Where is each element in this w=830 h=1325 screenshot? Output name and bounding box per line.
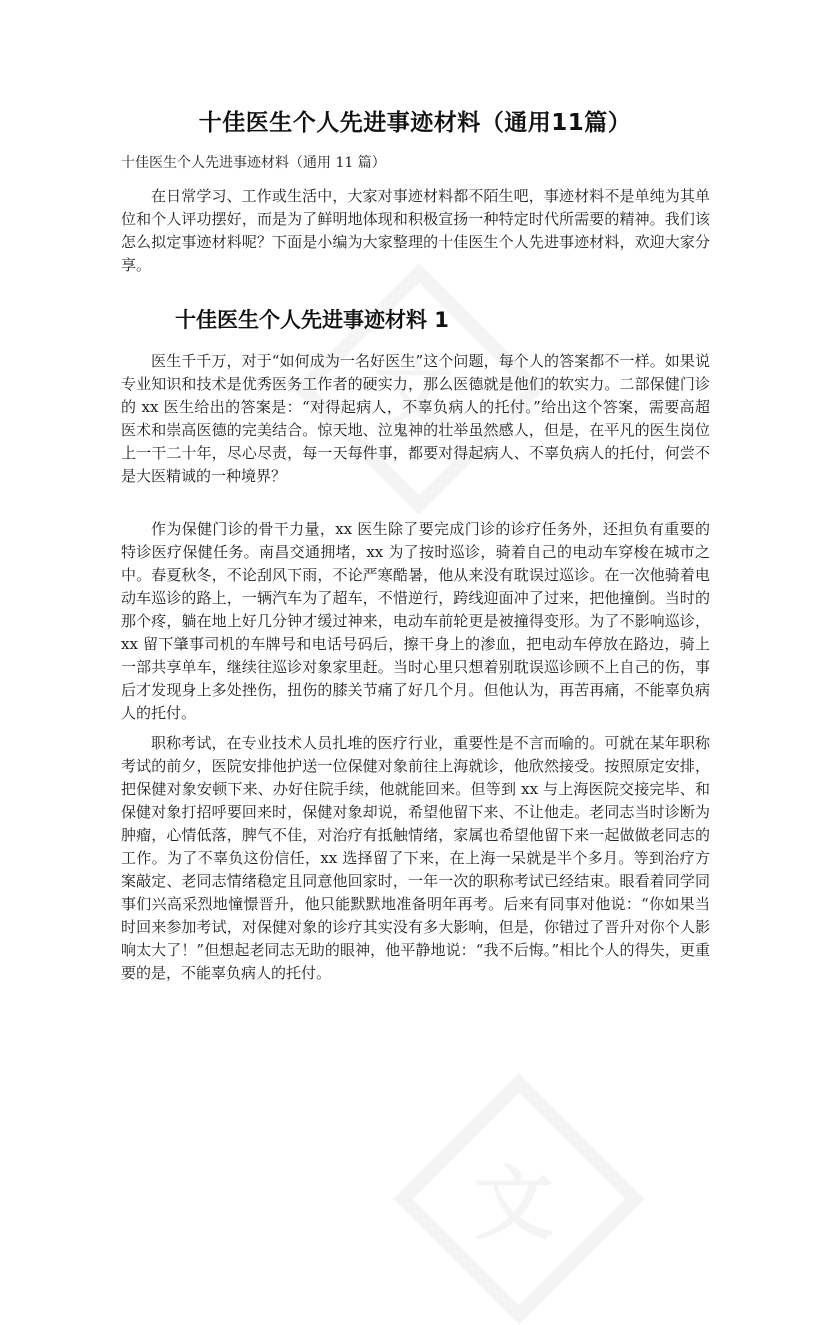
document-title: 十佳医生个人先进事迹材料（通用11篇） (198, 110, 632, 136)
document-subtitle: 十佳医生个人先进事迹材料（通用 11 篇） (121, 155, 386, 171)
watermark-logo-icon (393, 1073, 645, 1325)
body-paragraph: 医生千千万，对于“如何成为一名好医生”这个问题，每个人的答案都不一样。如果说专业知识和技术是优秀医务工作者的硬实力，那么医德就是他们的软实力。二部保健门诊的 xx 医生给出的答案是：“对得起病人，不辜负病人的托付。”给出这个答案，需要高超医术和崇高医德的完美结合。惊天地、泣鬼神的壮举虽然感人，但是，在平凡的医生岗位上一干二十年，尽心尽责，每一天每件事，都要对得起病人、不辜负病人的托付，何尝不是大医精诚的一种境界？ (121, 352, 710, 485)
body-paragraph: 职称考试，在专业技术人员扎堆的医疗行业，重要性是不言而喻的。可就在某年职称考试的前夕，医院安排他护送一位保健对象前往上海就诊，他欣然接受。按照原定安排，把保健对象安顿下来、办好住院手续，他就能回来。但等到 xx 与上海医院交接完毕、和保健对象打招呼要回来时，保健对象却说，希望他留下来、不让他走。老同志当时诊断为肿瘤，心情低落，脾气不佳，对治疗有抵触情绪，家属也希望他留下来一起做做老同志的工作。为了不辜负这份信任，xx 选择留了下来，在上海一呆就是半个多月。等到治疗方案敲定、老同志情绪稳定且同意他回家时，一年一次的职称考试已经结束。眼看着同学同事们兴高采烈地憧憬晋升，他只能默默地准备明年再考。后来有同事对他说：“你如果当时回来参加考试，对保健对象的诊疗其实没有多大影响，但是，你错过了晋升对你个人影响太大了！”但想起老同志无助的眼神，他平静地说：“我不后悔。”相比个人的得失，更重要的是，不能辜负病人的托付。 (121, 734, 710, 982)
watermark-glyph-icon (474, 1140, 554, 1255)
section-heading: 十佳医生个人先进事迹材料 1 (175, 308, 449, 332)
intro-paragraph: 在日常学习、工作或生活中，大家对事迹材料都不陌生吧，事迹材料不是单纯为其单位和个人评功摆好，而是为了鲜明地体现和积极宣扬一种特定时代所需要的精神。我们该怎么拟定事迹材料呢？下面是小编为大家整理的十佳医生个人先进事迹材料，欢迎大家分享。 (121, 187, 710, 274)
body-paragraph: 作为保健门诊的骨干力量，xx 医生除了要完成门诊的诊疗任务外，还担负有重要的特诊医疗保健任务。南昌交通拥堵，xx 为了按时巡诊，骑着自己的电动车穿梭在城市之中。春夏秋冬，不论刮风下雨，不论严寒酷暑，他从来没有耽误过巡诊。在一次他骑着电动车巡诊的路上，一辆汽车为了超车，不惜逆行，跨线迎面冲了过来，把他撞倒。当时的那个疼，躺在地上好几分钟才缓过神来，电动车前轮更是被撞得变形。为了不影响巡诊，xx 留下肇事司机的车牌号和电话号码后，擦干身上的渗血，把电动车停放在路边，骑上一部共享单车，继续往巡诊对象家里赶。当时心里只想着别耽误巡诊顾不上自己的伤，事后才发现身上多处挫伤，扭伤的膝关节痛了好几个月。但他认为，再苦再痛，不能辜负病人的托付。 (121, 520, 710, 722)
